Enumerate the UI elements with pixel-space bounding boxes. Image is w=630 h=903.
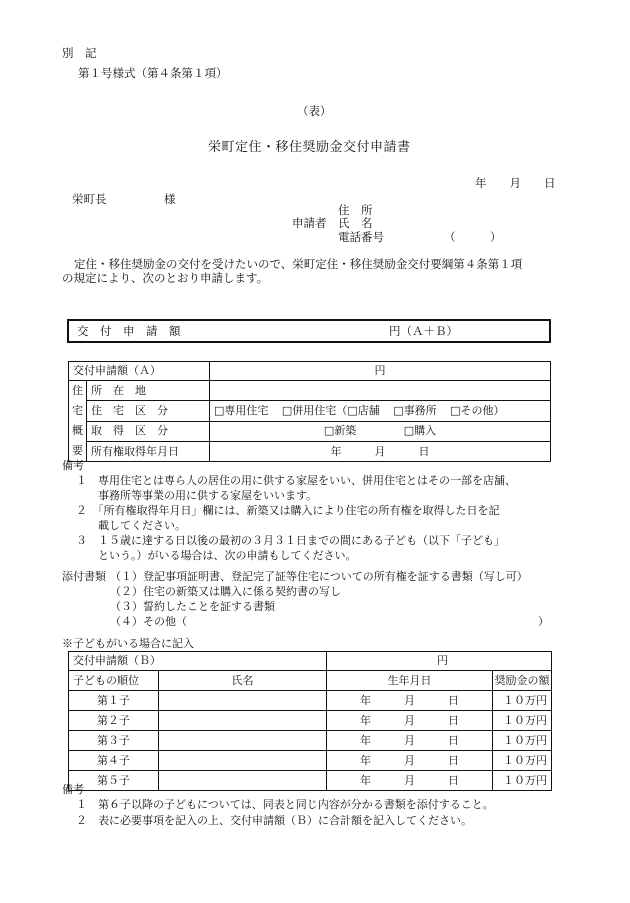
side-label: （表） [297,104,332,118]
attachment-item: （２）住宅の新築又は購入に係る契約書の写し [110,585,341,598]
child-birth-amount [327,771,552,791]
address-label: 住 所 [338,203,373,217]
housing-acquisition-row [69,421,551,441]
intro-line-1: 定住・移住奨励金の交付を受けたいので、栄町定住・移住奨励金交付要綱第４条第１項 [74,257,523,271]
col-header-split [327,671,552,691]
children-amount-unit [327,652,552,671]
housing-location-row [69,381,551,401]
attachment-item: （４）その他（ [110,615,187,628]
housing-group-char: 宅 [72,404,83,417]
col-header-birth: 生年月日 [327,671,493,690]
col-header-name: 氏名 [159,671,327,691]
child-name[interactable] [159,751,327,771]
applicant-label: 申請者 [292,216,327,230]
child-amount: １０万円 [503,753,548,767]
child-birth[interactable]: 年 月 日 [327,711,493,730]
child-birth-amount [327,711,552,731]
housing-table [68,361,551,462]
attachment-item: （１）登記事項証明書、登記完了証等住宅についての所有権を証する書類（写し可） [110,570,528,583]
acquisition-option-purchase[interactable]: □購入 [403,424,437,438]
notes-1-line: ２ 「所有権取得年月日」欄には、新築又は購入により住宅の所有権を取得した日を記 [76,504,500,517]
notes-2-line: １ 第６子以降の子どもについては、同表と同じ内容が分かる書類を添付すること。 [76,798,494,811]
child-row [69,711,552,731]
category-option-office[interactable]: □事務所 [393,404,437,417]
attachments-label: 添付書類 [62,570,106,583]
total-amount-value: 円（Ａ＋Ｂ） [389,324,458,338]
child-birth-amount [327,731,552,751]
category-option-mixed-store[interactable]: □併用住宅（□店舗 [281,404,380,417]
notes-1-line: ３ １５歳に達する日以後の最初の３月３１日までの間にある子ども（以下「子ども」 [76,534,505,547]
children-amount-unit-text: 円 [437,654,449,668]
phone-label: 電話番号 [338,230,384,244]
phone-parens: （ ） [444,230,502,244]
category-label: 住 宅 区 分 [87,401,210,421]
child-amount: １０万円 [503,733,548,747]
notes-2-heading: 備考 [62,783,84,796]
child-amount: １０万円 [503,693,548,707]
location-label: 所 在 地 [87,381,210,401]
child-birth[interactable]: 年 月 日 [327,771,493,790]
notes-1-heading: 備考 [62,459,84,472]
children-heading: ※子どもがいる場合に記入 [62,637,194,650]
child-amount: １０万円 [503,713,548,727]
child-order: 第５子 [69,771,159,791]
children-amount-label: 交付申請額（Ｂ） [69,652,327,671]
child-order: 第３子 [69,731,159,751]
category-options [210,401,551,421]
date-line: 年 月 日 [475,176,556,190]
child-birth[interactable]: 年 月 日 [327,731,493,750]
child-name[interactable] [159,731,327,751]
category-option-dedicated[interactable]: □専用住宅 [214,404,269,417]
child-order: 第１子 [69,691,159,711]
child-row [69,731,552,751]
housing-amount-label: 交付申請額（Ａ） [69,362,210,381]
notes-2-line: ２ 表に必要事項を記入の上、交付申請額（Ｂ）に合計額を記入してください。 [76,814,472,827]
category-option-other[interactable]: □その他） [450,404,505,417]
child-name[interactable] [159,691,327,711]
ownership-date-label: 所有権取得年月日 [87,441,210,461]
child-row [69,751,552,771]
child-row [69,691,552,711]
children-amount-row [69,652,552,671]
addressee: 栄町長 様 [72,192,176,206]
child-name[interactable] [159,771,327,791]
location-value[interactable] [210,381,551,401]
acquisition-options [210,421,551,441]
acquisition-label: 取 得 区 分 [87,421,210,441]
total-amount-label: 交 付 申 請 額 [77,324,181,338]
children-header-row [69,671,552,691]
child-birth[interactable]: 年 月 日 [327,751,493,770]
children-table [68,651,552,791]
attachment-close-paren: ） [538,615,549,628]
notes-1-line: 載してください。 [76,519,186,532]
page-title: 栄町定住・移住奨励金交付申請書 [208,140,411,155]
child-birth-amount [327,751,552,771]
total-amount-box [67,319,551,343]
housing-category-row [69,401,551,421]
housing-group-label [69,381,87,462]
child-name[interactable] [159,711,327,731]
child-birth-amount [327,691,552,711]
child-amount: １０万円 [503,773,548,787]
child-row [69,771,552,791]
form-number: 第１号様式（第４条第１項） [78,66,228,80]
housing-amount-row [69,362,551,381]
intro-line-2: の規定により、次のとおり申請します。 [62,271,269,285]
notes-1-line: １ 専用住宅とは専ら人の居住の用に供する家屋をいい、併用住宅とはその一部を店舗、 [76,474,516,487]
notes-1-line: 事務所等事業の用に供する家屋をいいます。 [76,489,318,502]
ownership-date-value[interactable]: 年 月 日 [210,441,551,461]
housing-amount-unit: 円 [210,362,551,381]
name-label: 氏 名 [338,216,373,230]
child-birth[interactable]: 年 月 日 [327,691,493,710]
col-header-order: 子どもの順位 [69,671,159,691]
col-header-amount: 奨励金の額 [494,673,550,687]
housing-group-char: 住 [72,384,83,397]
child-order: 第４子 [69,751,159,771]
annex-label: 別 記 [62,46,97,60]
child-order: 第２子 [69,711,159,731]
attachment-item: （３）誓約したことを証する書類 [110,600,275,613]
housing-group-char: 概 [72,424,83,437]
housing-group-char: 要 [72,444,83,457]
notes-1-line: という。）がいる場合は、次の申請もしてください。 [76,549,357,562]
acquisition-option-new[interactable]: □新築 [323,424,357,438]
housing-date-row [69,441,551,461]
